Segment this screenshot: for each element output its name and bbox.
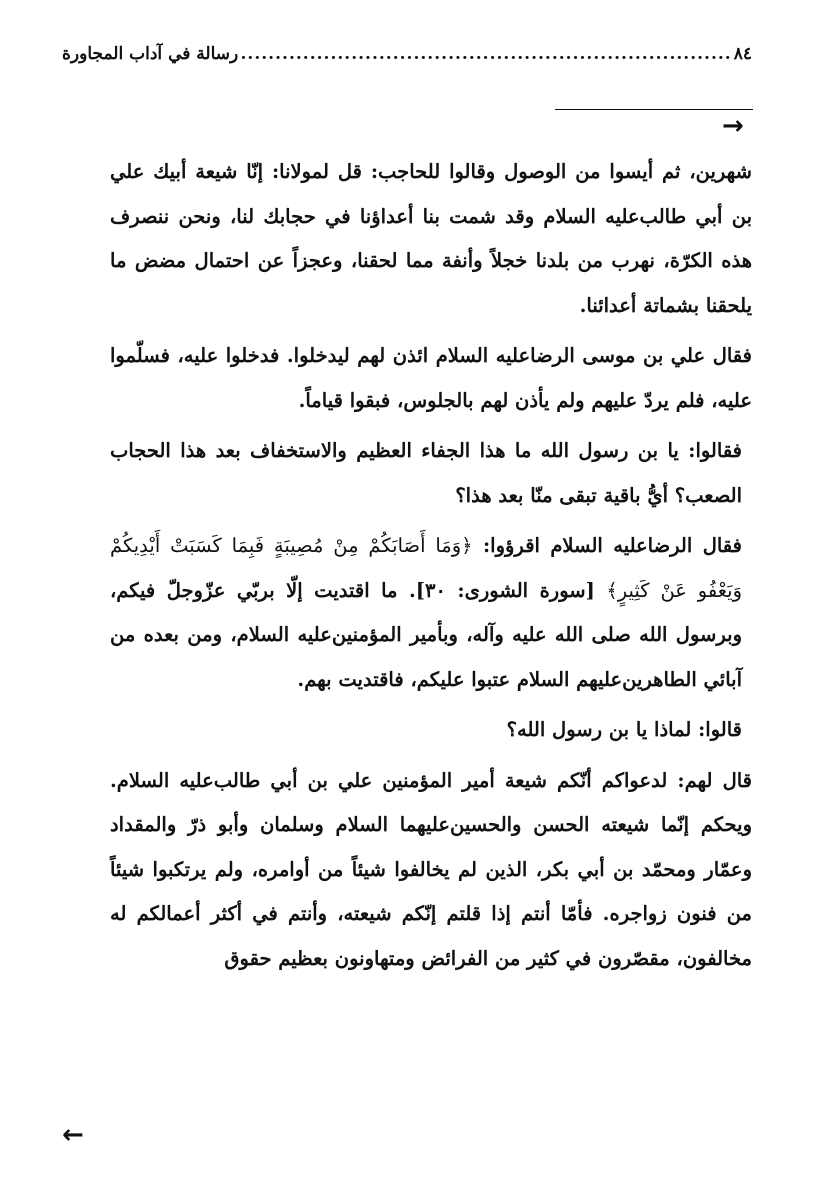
arrow-left-icon: ← — [62, 1120, 84, 1150]
paragraph-1: شهرين، ثم أيسوا من الوصول وقالوا للحاجب: قل لمولانا: إنّا شيعة أبيك علي بن أبي طالب‌عليه السلام وقد شمت بنا أعداؤنا في حجابك لنا، ونحن ننصرف هذه الكرّة، نهرب من بلدنا خجلاً وأنفة مما لحقنا، وعجزاً عن احتمال مضض ما يلحقنا بشماتة أعدائنا. — [110, 160, 752, 317]
paragraph-4 — [110, 524, 752, 702]
paragraph-4-intro: فقال الرضاعليه السلام اقرؤوا: — [472, 534, 742, 557]
paragraph-5: قالوا: لماذا يا بن رسول الله؟ — [506, 718, 742, 741]
paragraph-6: قال لهم: لدعواكم أنّكم شيعة أمير المؤمنين علي بن أبي طالب‌عليه السلام. ويحكم إنّما شيعته الحسن والحسين‌عليهما السلام وسلمان وأبو ذرّ والمقداد وعمّار ومحمّد بن أبي بكر، الذين لم يخالفوا شيئاً من أوامره، ولم يرتكبوا شيئاً من فنون زواجره. فأمّا أنتم إذا قلتم إنّكم شيعته، وأنتم في أكثر أعمالكم له مخالفون، مقصّرون في كثير من الفرائض ومتهاونون بعظيم حقوق — [110, 768, 752, 970]
paragraph-3: فقالوا: يا بن رسول الله ما هذا الجفاء العظيم والاستخفاف بعد هذا الحجاب الصعب؟ أيُّ باقية تبقى منّا بعد هذا؟ — [110, 439, 742, 507]
separator-line — [555, 109, 753, 110]
paragraph-4-rest: [سورة الشورى: ٣٠]. ما اقتديت إلّا بربّي عزّوجلّ فيكم، وبرسول الله صلى الله عليه وآله، وبأمير المؤمنين‌عليه السلام، ومن بعده من آبائي الطاهرين‌عليهم السلام عتبوا عليكم، فاقتديت بهم. — [110, 578, 742, 691]
quran-verse: ﴿وَمَا أَصَابَكُمْ مِنْ مُصِيبَةٍ فَبِمَا كَسَبَتْ أَيْدِيكُمْ وَيَعْفُو عَنْ كَثِيرٍ﴾ — [110, 534, 742, 602]
running-title: رسالة في آداب المجاورة — [62, 44, 239, 64]
paragraph-2: فقال علي بن موسى الرضاعليه السلام ائذن لهم ليدخلوا. فدخلوا عليه، فسلّموا عليه، فلم يردّ عليهم ولم يأذن لهم بالجلوس، فبقوا قياماً. — [110, 344, 752, 412]
page-body — [110, 150, 752, 987]
arrow-right-icon: → — [722, 111, 744, 141]
running-header — [62, 30, 752, 64]
leader-dots — [242, 44, 732, 64]
page-number: ٨٤ — [733, 44, 752, 64]
